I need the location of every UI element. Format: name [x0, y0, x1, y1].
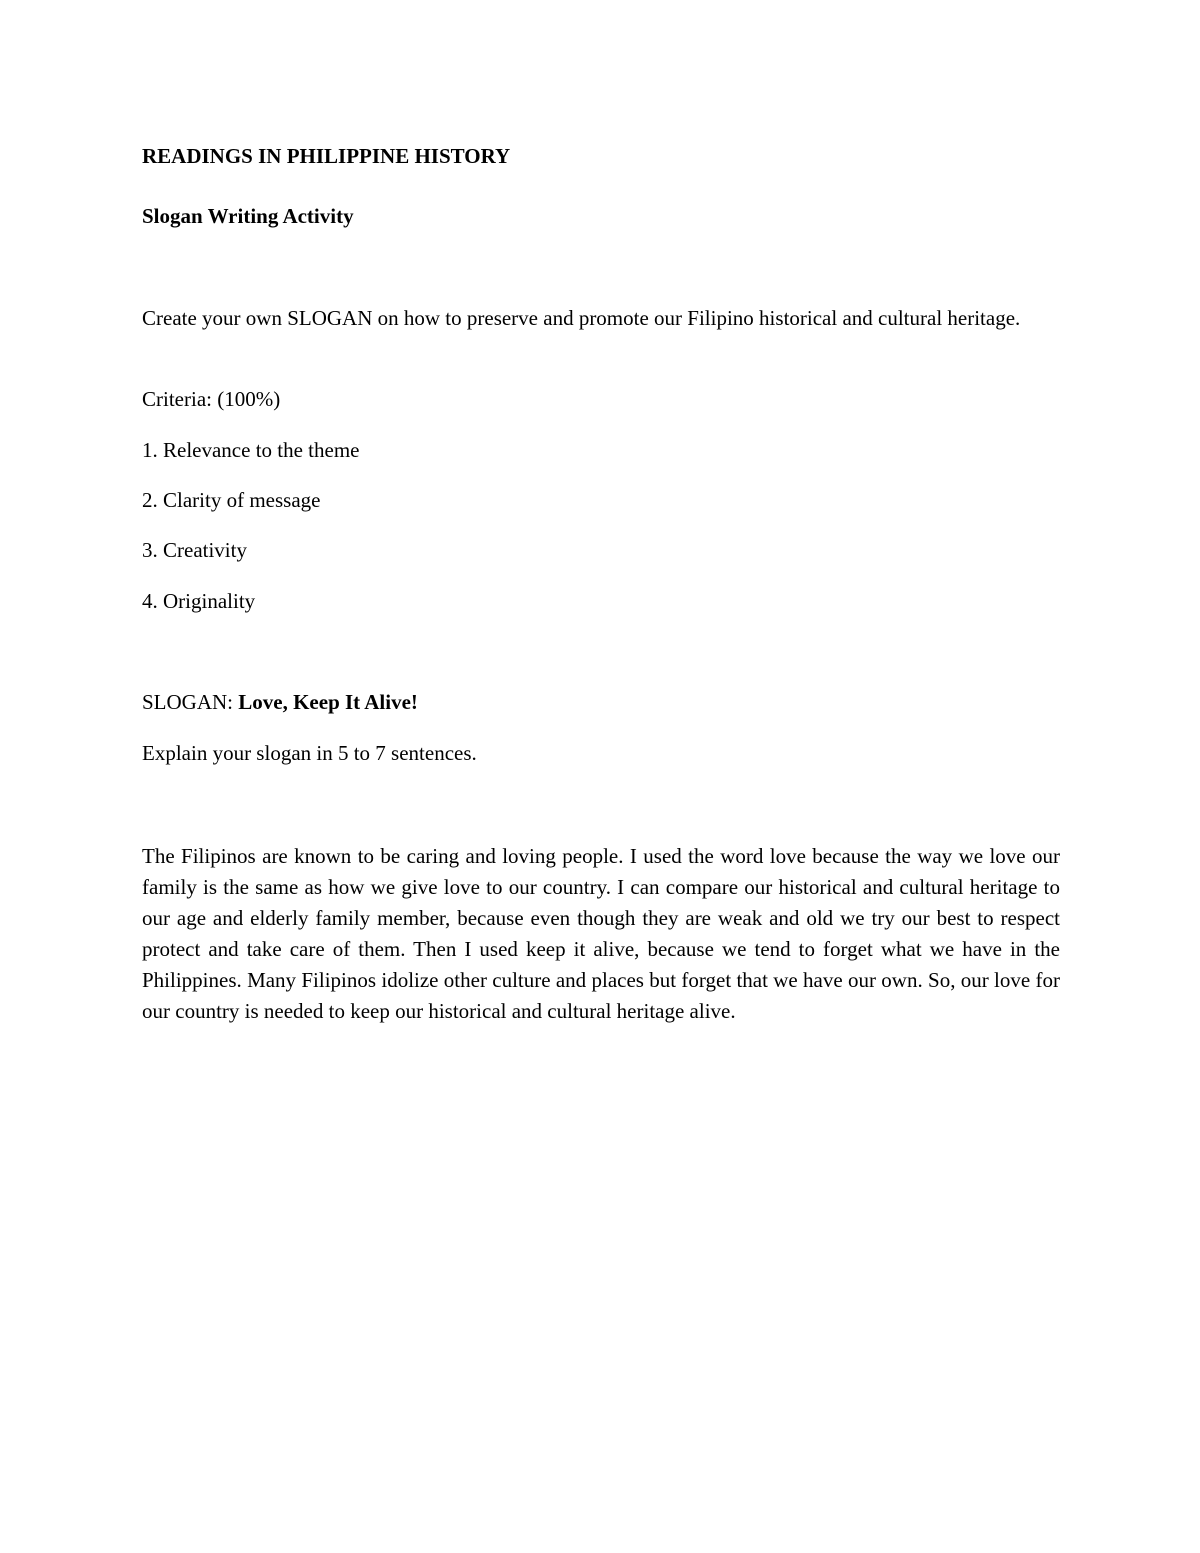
slogan-label: SLOGAN: [142, 690, 239, 714]
criteria-item: 4. Originality [142, 589, 256, 613]
activity-subtitle: Slogan Writing Activity [142, 204, 354, 228]
criteria-item: 3. Creativity [142, 538, 247, 562]
explanation-paragraph: The Filipinos are known to be caring and loving people. I used the word love because the way we love our family is the same as how we give love to our country. I can compare our historical and cultural heritage to our age and elderly family member, because even though they are weak and old we try our best to respect protect and take care of them. Then I used keep it alive, because we tend to forget what we have in the Philippines. Many Filipinos idolize other culture and places but forget that we have our own. So, our love for our country is needed to keep our historical and cultural heritage alive. [142, 844, 1060, 1023]
criteria-heading: Criteria: (100%) [142, 387, 281, 411]
document-title: READINGS IN PHILIPPINE HISTORY [142, 144, 511, 168]
criteria-item: 1. Relevance to the theme [142, 438, 360, 462]
slogan-line [142, 687, 1060, 718]
slogan-text: Love, Keep It Alive! [238, 690, 418, 714]
instruction-paragraph: Create your own SLOGAN on how to preserve and promote our Filipino historical and cultural heritage. [142, 306, 1021, 330]
criteria-item: 2. Clarity of message [142, 488, 321, 512]
explain-prompt: Explain your slogan in 5 to 7 sentences. [142, 741, 477, 765]
